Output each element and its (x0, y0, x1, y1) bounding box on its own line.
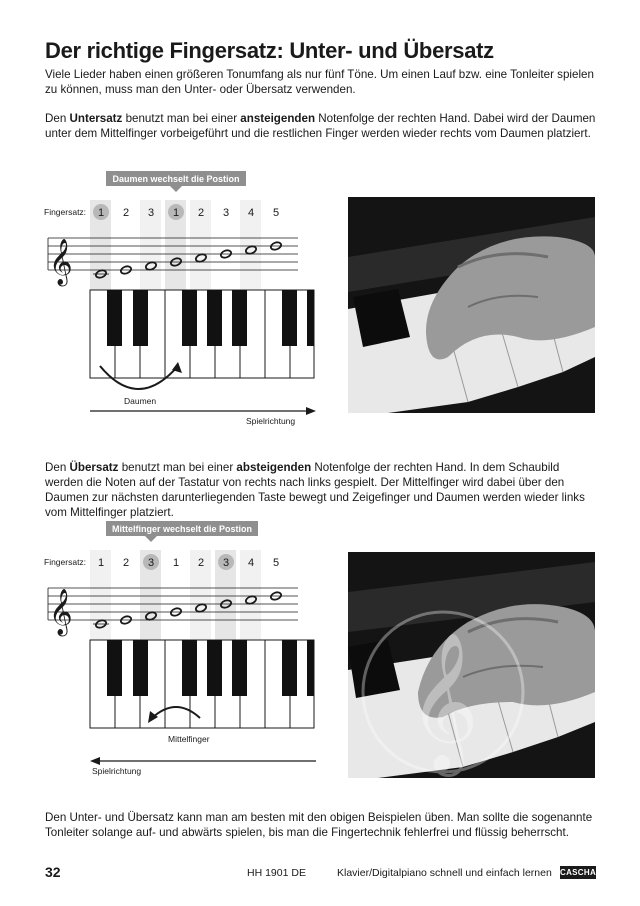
keyboard (90, 640, 314, 728)
finger-number: 2 (197, 557, 205, 569)
direction-arrow-right-icon (306, 407, 316, 415)
fingersatz-label: Fingersatz: (44, 207, 87, 217)
arc-label: Mittelfinger (168, 734, 210, 744)
svg-text:𝄞: 𝄞 (408, 632, 479, 771)
publisher-logo: CASCHA (560, 868, 597, 877)
finger-number: 4 (247, 207, 255, 219)
finger-number: 2 (122, 207, 130, 219)
untersatz-text-before: Den (45, 112, 70, 125)
uebersatz-paragraph (45, 460, 600, 520)
finger-number: 3 (147, 207, 155, 219)
photo-untersatz-hand (348, 197, 595, 413)
untersatz-term: Untersatz (69, 112, 123, 125)
finger-number: 3 (147, 557, 155, 569)
untersatz-diagram (40, 168, 322, 430)
treble-clef-icon: 𝄞 (49, 589, 73, 635)
untersatz-text-after: Notenfolge der rechten Hand. Dabei wird der Daumen unter dem Mittelfinger vorbeigeführt und die restlichen Finger werden wieder rechts vom Daumen platziert. (45, 112, 596, 140)
finger-number: 5 (272, 207, 280, 219)
banner-text: Daumen wechselt die Postion (112, 174, 240, 184)
uebersatz-text-before: Den (45, 461, 70, 474)
banner-pointer (145, 536, 157, 542)
finger-number: 1 (172, 557, 180, 569)
uebersatz-text-after: Notenfolge der rechten Hand. In dem Schaubild werden die Noten auf der Tastatur von rechts nach links gespielt. Der Mittelfinger wird dabei über den Daumen zur nächsten darunterliegenden Taste bewegt und Zeigefinger und Daumen werden wieder links vom Mittelfinger platziert. (45, 461, 585, 519)
keyboard (90, 290, 314, 378)
finger-number: 3 (222, 557, 230, 569)
photo-uebersatz-hand (348, 552, 595, 778)
fingersatz-label: Fingersatz: (44, 557, 87, 567)
finger-number: 3 (222, 207, 230, 219)
uebersatz-direction: absteigenden (236, 461, 312, 474)
finger-number: 5 (272, 557, 280, 569)
direction-arrow-left-icon (90, 757, 100, 765)
uebersatz-term: Übersatz (69, 461, 119, 474)
banner-text: Mittelfinger wechselt die Postion (111, 524, 253, 534)
finger-number: 1 (97, 207, 105, 219)
page-number: 32 (45, 864, 61, 880)
untersatz-direction: ansteigenden (240, 112, 316, 125)
finger-number: 4 (247, 557, 255, 569)
banner-pointer (170, 186, 182, 192)
footer-book-title: Klavier/Digitalpiano schnell und einfach lernen (337, 867, 552, 879)
uebersatz-text-mid: benutzt man bei einer (118, 461, 237, 474)
footer-code: HH 1901 DE (247, 867, 306, 879)
untersatz-paragraph (45, 111, 600, 141)
direction-label: Spielrichtung (246, 416, 296, 426)
direction-label: Spielrichtung (92, 766, 142, 776)
finger-number: 2 (122, 557, 130, 569)
arc-label: Daumen (124, 396, 157, 406)
untersatz-text-mid: benutzt man bei einer (122, 112, 241, 125)
page-title: Der richtige Fingersatz: Unter- und Übersatz (45, 38, 494, 63)
uebersatz-diagram (40, 518, 322, 780)
closing-paragraph: Den Unter- und Übersatz kann man am besten mit den obigen Beispielen üben. Man sollte die sogenannte Tonleiter solange auf- und abwärts spielen, bis man die Fingertechnik fehlerfrei und flüssig beherrscht. (45, 811, 593, 839)
finger-number: 1 (97, 557, 105, 569)
finger-number: 2 (197, 207, 205, 219)
finger-number: 1 (172, 207, 180, 219)
intro-paragraph: Viele Lieder haben einen größeren Tonumfang als nur fünf Töne. Um einen Lauf bzw. eine Tonleiter spielen zu können, muss man den Unter- oder Übersatz verwenden. (45, 68, 594, 96)
treble-clef-icon: 𝄞 (49, 239, 73, 285)
